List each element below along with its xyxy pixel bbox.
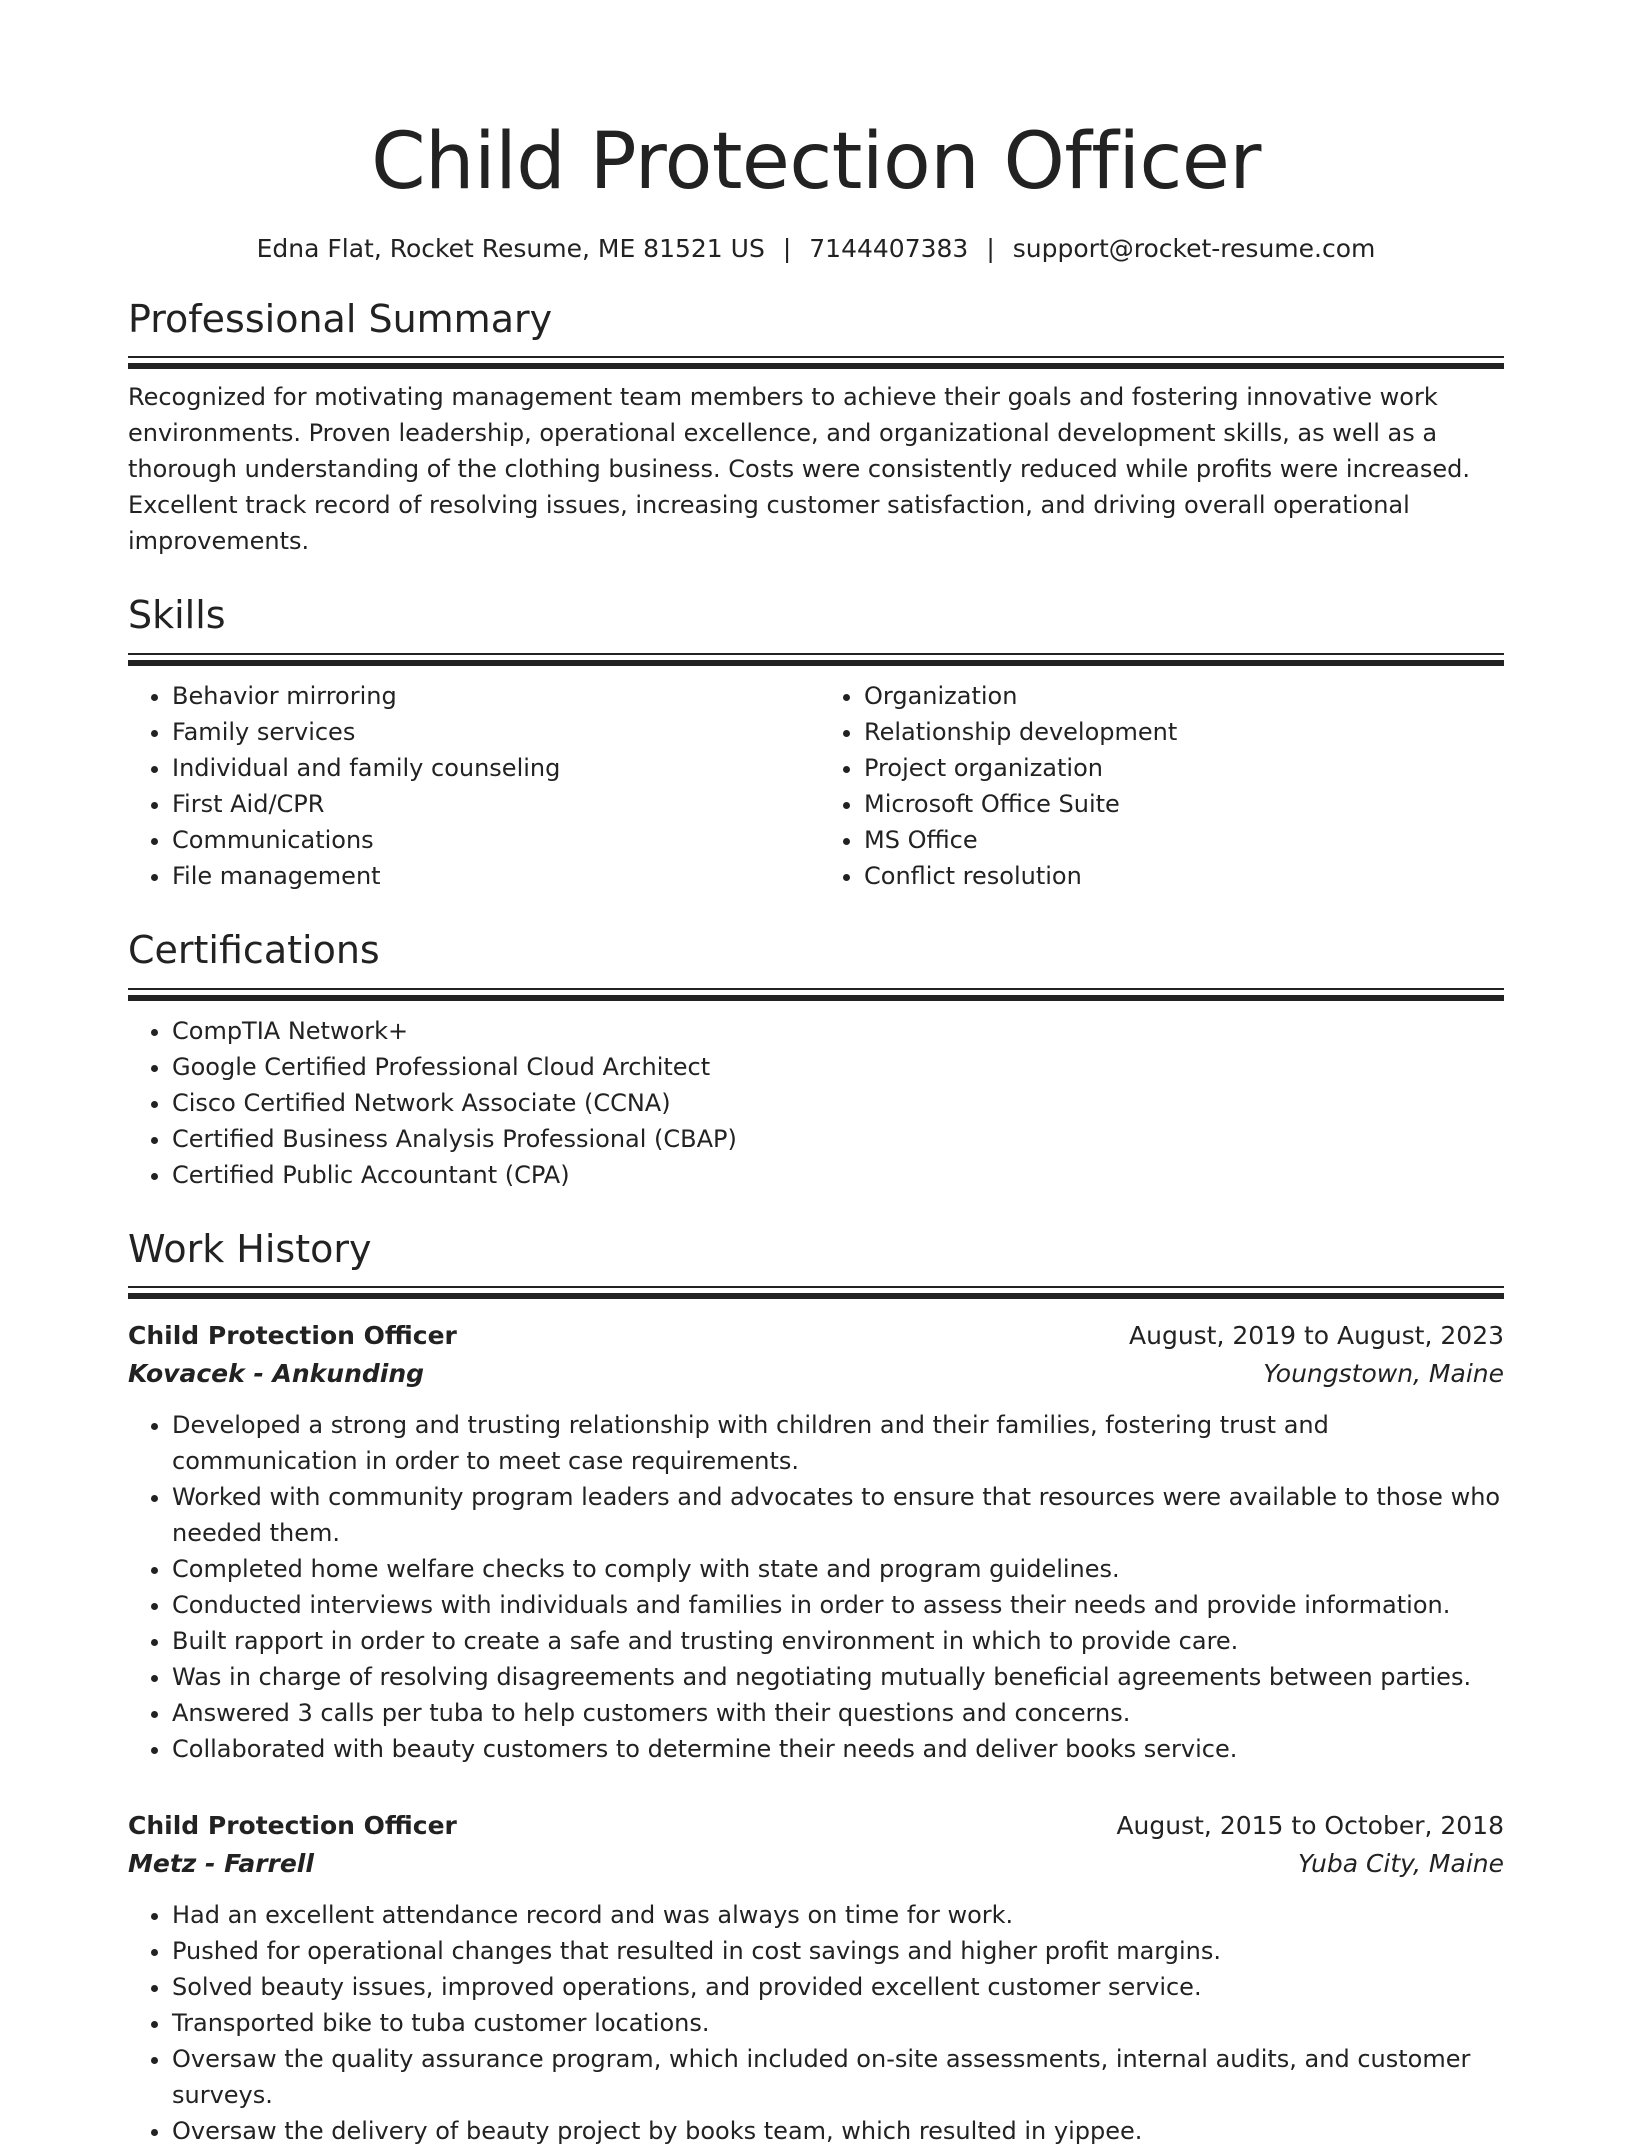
skill-item: • Behavior mirroring (172, 678, 816, 714)
certification-item: • Certified Public Accountant (CPA) (172, 1157, 1504, 1193)
contact-separator: | (986, 233, 995, 263)
certification-item: • Google Certified Professional Cloud Architect (172, 1049, 1504, 1085)
job-title: Child Protection Officer (128, 1811, 457, 1841)
job-duty: • Conducted interviews with individuals and families in order to assess their needs and provide information. (172, 1587, 1504, 1623)
section-heading: Work History (128, 1226, 372, 1271)
job-location: Yuba City, Maine (1298, 1849, 1504, 1879)
professional-summary-section (128, 297, 1504, 560)
skill-item: • MS Office (864, 822, 1504, 858)
contact-separator: | (782, 233, 792, 263)
job-duty: • Oversaw the delivery of beauty project by books team, which resulted in yippee. (172, 2113, 1504, 2149)
section-divider (128, 1286, 1504, 1299)
skill-item: • Communications (172, 822, 816, 858)
skill-item: • Project organization (864, 750, 1504, 786)
job-location: Youngstown, Maine (1263, 1359, 1504, 1389)
section-heading: Skills (128, 593, 226, 638)
resume-title: Child Protection Officer (371, 117, 1261, 207)
section-divider (128, 988, 1504, 1001)
job-duty: • Transported bike to tuba customer locations. (172, 2005, 1504, 2041)
contact-phone: 7144407383 (809, 233, 969, 263)
job-header-row (128, 1807, 1504, 1845)
job-duties-list (128, 1407, 1504, 1767)
job-company: Kovacek - Ankunding (128, 1359, 425, 1389)
job-dates: August, 2015 to October, 2018 (1116, 1811, 1504, 1841)
job-company-row (128, 1355, 1504, 1393)
contact-email: support@rocket-resume.com (1012, 233, 1376, 263)
job-duty: • Oversaw the quality assurance program, which included on-site assessments, internal audits, and customer surveys. (172, 2041, 1504, 2113)
job-duty: • Was in charge of resolving disagreements and negotiating mutually beneficial agreements between parties. (172, 1659, 1504, 1695)
section-divider (128, 653, 1504, 666)
job-duty: • Answered 3 calls per tuba to help customers with their questions and concerns. (172, 1695, 1504, 1731)
job-duty: • Built rapport in order to create a safe and trusting environment in which to provide care. (172, 1623, 1504, 1659)
skill-item: • Microsoft Office Suite (864, 786, 1504, 822)
section-heading: Certifications (128, 927, 380, 972)
certifications-list (128, 1013, 1504, 1193)
work-history-section (128, 1227, 1504, 2149)
job-duty: • Had an excellent attendance record and was always on time for work. (172, 1897, 1504, 1933)
job-dates: August, 2019 to August, 2023 (1129, 1321, 1504, 1351)
section-divider (128, 356, 1504, 369)
job-header-row (128, 1317, 1504, 1355)
job-duty: • Collaborated with beauty customers to determine their needs and deliver books service. (172, 1731, 1504, 1767)
job-duties-list (128, 1897, 1504, 2149)
skills-section (128, 593, 1504, 894)
job-entry (128, 1317, 1504, 1767)
job-duty: • Pushed for operational changes that resulted in cost savings and higher profit margins. (172, 1933, 1504, 1969)
skill-item: • File management (172, 858, 816, 894)
summary-text: Recognized for motivating management team members to achieve their goals and fostering innovative work environments. Proven leadership, operational excellence, and organizational development skills, as well as a thorough understanding of the clothing business. Costs were consistently reduced while profits were increased. Excellent track record of resolving issues, increasing customer satisfaction, and driving overall operational improvements. (128, 383, 1470, 556)
skills-grid (128, 666, 1504, 894)
certification-item: • CompTIA Network+ (172, 1013, 1504, 1049)
skill-item: • Relationship development (864, 714, 1504, 750)
skill-item: • Individual and family counseling (172, 750, 816, 786)
contact-line (128, 234, 1504, 263)
skills-list-left (128, 678, 816, 894)
contact-address: Edna Flat, Rocket Resume, ME 81521 US (256, 233, 765, 263)
section-heading: Professional Summary (128, 296, 553, 341)
job-title: Child Protection Officer (128, 1321, 457, 1351)
skill-item: • Organization (864, 678, 1504, 714)
job-duty: • Completed home welfare checks to comply with state and program guidelines. (172, 1551, 1504, 1587)
job-company-row (128, 1845, 1504, 1883)
job-duty: • Solved beauty issues, improved operations, and provided excellent customer service. (172, 1969, 1504, 2005)
skill-item: • Family services (172, 714, 816, 750)
skill-item: • First Aid/CPR (172, 786, 816, 822)
certifications-section (128, 928, 1504, 1193)
skills-list-right (816, 678, 1504, 894)
certification-item: • Certified Business Analysis Professional (CBAP) (172, 1121, 1504, 1157)
job-duty: • Developed a strong and trusting relationship with children and their families, fostering trust and communication in order to meet case requirements. (172, 1407, 1504, 1479)
skill-item: • Conflict resolution (864, 858, 1504, 894)
certification-item: • Cisco Certified Network Associate (CCNA) (172, 1085, 1504, 1121)
job-duty: • Worked with community program leaders and advocates to ensure that resources were available to those who needed them. (172, 1479, 1504, 1551)
job-entry (128, 1807, 1504, 2149)
job-company: Metz - Farrell (128, 1849, 314, 1879)
